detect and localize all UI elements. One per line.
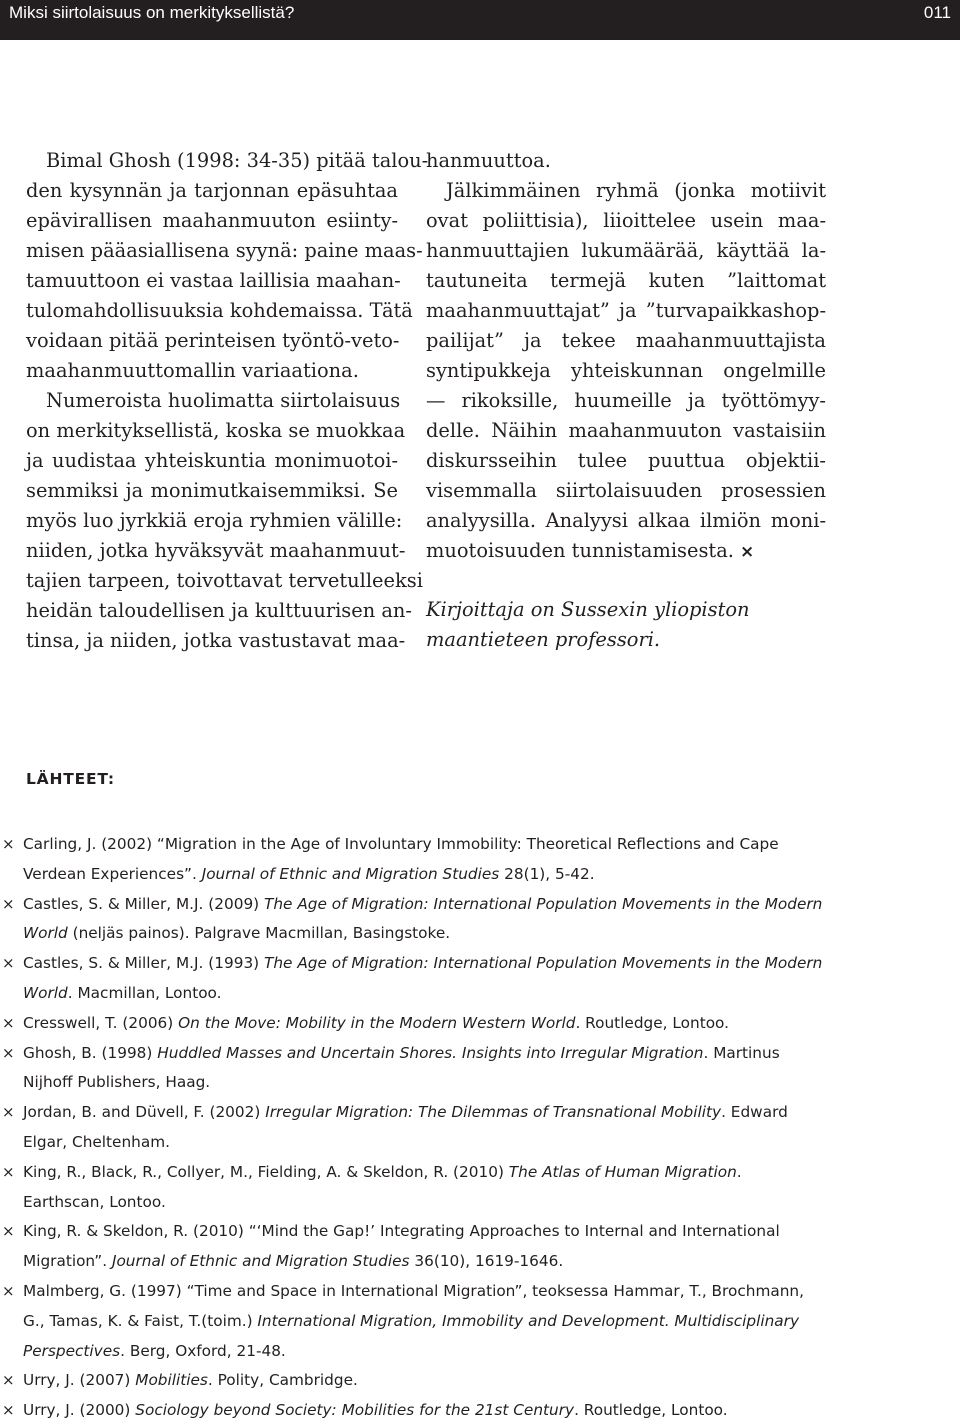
text-line: tajien tarpeen, toivottavat tervetulleeksi xyxy=(26,569,423,592)
text-line: tamuuttoon ei vastaa laillisia maahan- xyxy=(26,269,401,292)
text-line: myös luo jyrkkiä eroja ryhmien välille: xyxy=(26,509,403,532)
bullet-x-icon: × xyxy=(2,1013,15,1032)
reference-text: Jordan, B. and Düvell, F. (2002) xyxy=(23,1103,266,1122)
reference-text: . Edward xyxy=(721,1103,788,1122)
reference-title: Journal of Ethnic and Migration Studies xyxy=(201,864,500,883)
reference-item xyxy=(0,1366,960,1396)
page-header xyxy=(0,0,960,40)
reference-title: Sociology beyond Society: Mobilities for the 21st Century xyxy=(135,1401,575,1420)
reference-text: Verdean Experiences”. xyxy=(23,864,202,883)
bullet-x-icon: × xyxy=(2,1371,15,1390)
text-line: maahanmuuttajat” ja ”turvapaikkashop- xyxy=(426,299,826,322)
reference-item xyxy=(0,830,960,890)
reference-item xyxy=(0,949,960,1009)
text-line: Jälkimmäinen ryhmä (jonka motiivit xyxy=(446,179,826,202)
reference-item xyxy=(0,1396,960,1426)
reference-text: 36(10), 1619-1646. xyxy=(409,1252,564,1271)
text-line-final xyxy=(426,536,826,567)
reference-text: 28(1), 5-42. xyxy=(499,864,595,883)
reference-item xyxy=(0,1158,960,1218)
text-line: semmiksi ja monimutkaisemmiksi. Se xyxy=(26,479,398,502)
reference-text: . Martinus xyxy=(703,1043,780,1062)
reference-text: Cresswell, T. (2006) xyxy=(23,1013,179,1032)
bullet-x-icon: × xyxy=(2,1401,15,1420)
reference-text: Migration”. xyxy=(23,1252,112,1271)
reference-text: . Berg, Oxford, 21-48. xyxy=(120,1341,286,1360)
running-title: Miksi siirtolaisuus on merkityksellistä? xyxy=(9,3,295,22)
reference-text: King, R., Black, R., Collyer, M., Fielding, A. & Skeldon, R. (2010) xyxy=(23,1162,509,1181)
bullet-x-icon: × xyxy=(2,835,15,853)
text-line: on merkityksellistä, koska se muokkaa xyxy=(26,419,406,442)
reference-text: Earthscan, Lontoo. xyxy=(23,1192,166,1211)
reference-item xyxy=(0,890,960,950)
reference-title: Perspectives xyxy=(23,1341,121,1360)
text-line: tinsa, ja niiden, jotka vastustavat maa- xyxy=(26,629,406,652)
text-line: — rikoksille, huumeille ja työttömyy- xyxy=(426,389,826,412)
reference-text: Nijhoff Publishers, Haag. xyxy=(23,1073,211,1092)
reference-text: Urry, J. (2000) xyxy=(23,1401,136,1420)
reference-text: King, R. & Skeldon, R. (2010) “‘Mind the Gap!’ Integrating Approaches to Internal and International xyxy=(23,1222,780,1241)
text-line: maahanmuuttomallin variaationa. xyxy=(26,359,359,382)
reference-title: Journal of Ethnic and Migration Studies xyxy=(111,1252,410,1271)
text-line: niiden, jotka hyväksyvät maahanmuut- xyxy=(26,539,406,562)
bullet-x-icon: × xyxy=(2,1162,15,1181)
text-line: ovat poliittisia), liioittelee usein maa- xyxy=(426,209,826,232)
text-line: pailijat” ja tekee maahanmuuttajista xyxy=(426,329,826,352)
text-line: epävirallisen maahanmuuton esiinty- xyxy=(26,209,398,232)
text-line: tautuneita termejä kuten ”laittomat xyxy=(426,269,826,292)
reference-title: World xyxy=(23,924,68,943)
bullet-x-icon: × xyxy=(2,1043,15,1062)
text-line: voidaan pitää perinteisen työntö-veto- xyxy=(26,329,400,352)
body-right-column xyxy=(426,146,826,655)
bullet-x-icon: × xyxy=(2,954,15,973)
text-line: diskursseihin tulee puuttua objektii- xyxy=(426,449,826,472)
body-left-column xyxy=(26,146,429,656)
reference-text: . xyxy=(736,1162,742,1181)
reference-item xyxy=(0,1039,960,1099)
reference-text: Castles, S. & Miller, M.J. (2009) xyxy=(23,894,265,913)
text-line: den kysynnän ja tarjonnan epäsuhtaa xyxy=(26,179,398,202)
reference-text: Malmberg, G. (1997) “Time and Space in International Migration”, teoksessa Hammar, T., Brochmann, xyxy=(23,1281,804,1300)
page-number: 011 xyxy=(923,3,951,22)
end-of-article-icon: × xyxy=(739,542,755,562)
text-line: hanmuuttajien lukumäärää, käyttää la- xyxy=(426,239,826,262)
bullet-x-icon: × xyxy=(2,1222,15,1241)
reference-title: The Age of Migration: International Population Movements in the Modern xyxy=(264,894,823,913)
bullet-x-icon: × xyxy=(2,894,15,913)
reference-text: Carling, J. (2002) “Migration in the Age of Involuntary Immobility: Theoretical Reflections and Cape xyxy=(23,835,779,853)
reference-text: (neljäs painos). Palgrave Macmillan, Basingstoke. xyxy=(67,924,451,943)
text-line: delle. Näihin maahanmuuton vastaisiin xyxy=(426,419,826,442)
text-line: misen pääasiallisena syynä: paine maas- xyxy=(26,239,423,262)
text-line: muotoisuuden tunnistamisesta. xyxy=(426,539,734,562)
reference-item xyxy=(0,1098,960,1158)
reference-title: World xyxy=(23,983,68,1002)
reference-text: Urry, J. (2007) xyxy=(23,1371,136,1390)
reference-text: . Routledge, Lontoo. xyxy=(574,1401,728,1420)
reference-title: Huddled Masses and Uncertain Shores. Insights into Irregular Migration xyxy=(157,1043,704,1062)
references-heading: LÄHTEET: xyxy=(26,770,115,788)
reference-title: Irregular Migration: The Dilemmas of Transnational Mobility xyxy=(265,1103,722,1122)
text-line: syntipukkeja yhteiskunnan ongelmille xyxy=(426,359,826,382)
reference-text: Castles, S. & Miller, M.J. (1993) xyxy=(23,954,265,973)
bullet-x-icon: × xyxy=(2,1103,15,1122)
text-line: Bimal Ghosh (1998: 34-35) pitää talou- xyxy=(46,149,429,172)
reference-title: The Atlas of Human Migration xyxy=(508,1162,737,1181)
text-line: heidän taloudellisen ja kulttuurisen an- xyxy=(26,599,412,622)
text-line: analyysilla. Analyysi alkaa ilmiön moni- xyxy=(426,509,826,532)
text-line: visemmalla siirtolaisuuden prosessien xyxy=(426,479,826,502)
author-note xyxy=(426,595,826,655)
reference-text: Elgar, Cheltenham. xyxy=(23,1132,170,1151)
reference-title: On the Move: Mobility in the Modern Western World xyxy=(178,1013,576,1032)
reference-item xyxy=(0,1277,960,1366)
reference-item xyxy=(0,1217,960,1277)
author-note-line: maantieteen professori. xyxy=(426,628,661,651)
references-list xyxy=(0,830,960,1426)
reference-item xyxy=(0,1009,960,1039)
reference-title: Mobilities xyxy=(135,1371,208,1390)
text-line: Numeroista huolimatta siirtolaisuus xyxy=(46,389,401,412)
author-note-line: Kirjoittaja on Sussexin yliopiston xyxy=(426,598,750,621)
text-line: hanmuuttoa. xyxy=(426,149,551,172)
reference-text: G., Tamas, K. & Faist, T.(toim.) xyxy=(23,1311,258,1330)
reference-text: . Macmillan, Lontoo. xyxy=(67,983,222,1002)
reference-title: International Migration, Immobility and Development. Multidisciplinary xyxy=(257,1311,800,1330)
reference-title: The Age of Migration: International Population Movements in the Modern xyxy=(264,954,823,973)
bullet-x-icon: × xyxy=(2,1281,15,1300)
reference-text: . Polity, Cambridge. xyxy=(207,1371,358,1390)
text-line: tulomahdollisuuksia kohdemaissa. Tätä xyxy=(26,299,413,322)
reference-text: . Routledge, Lontoo. xyxy=(575,1013,730,1032)
reference-text: Ghosh, B. (1998) xyxy=(23,1043,158,1062)
text-line: ja uudistaa yhteiskuntia monimuotoi- xyxy=(26,449,398,472)
